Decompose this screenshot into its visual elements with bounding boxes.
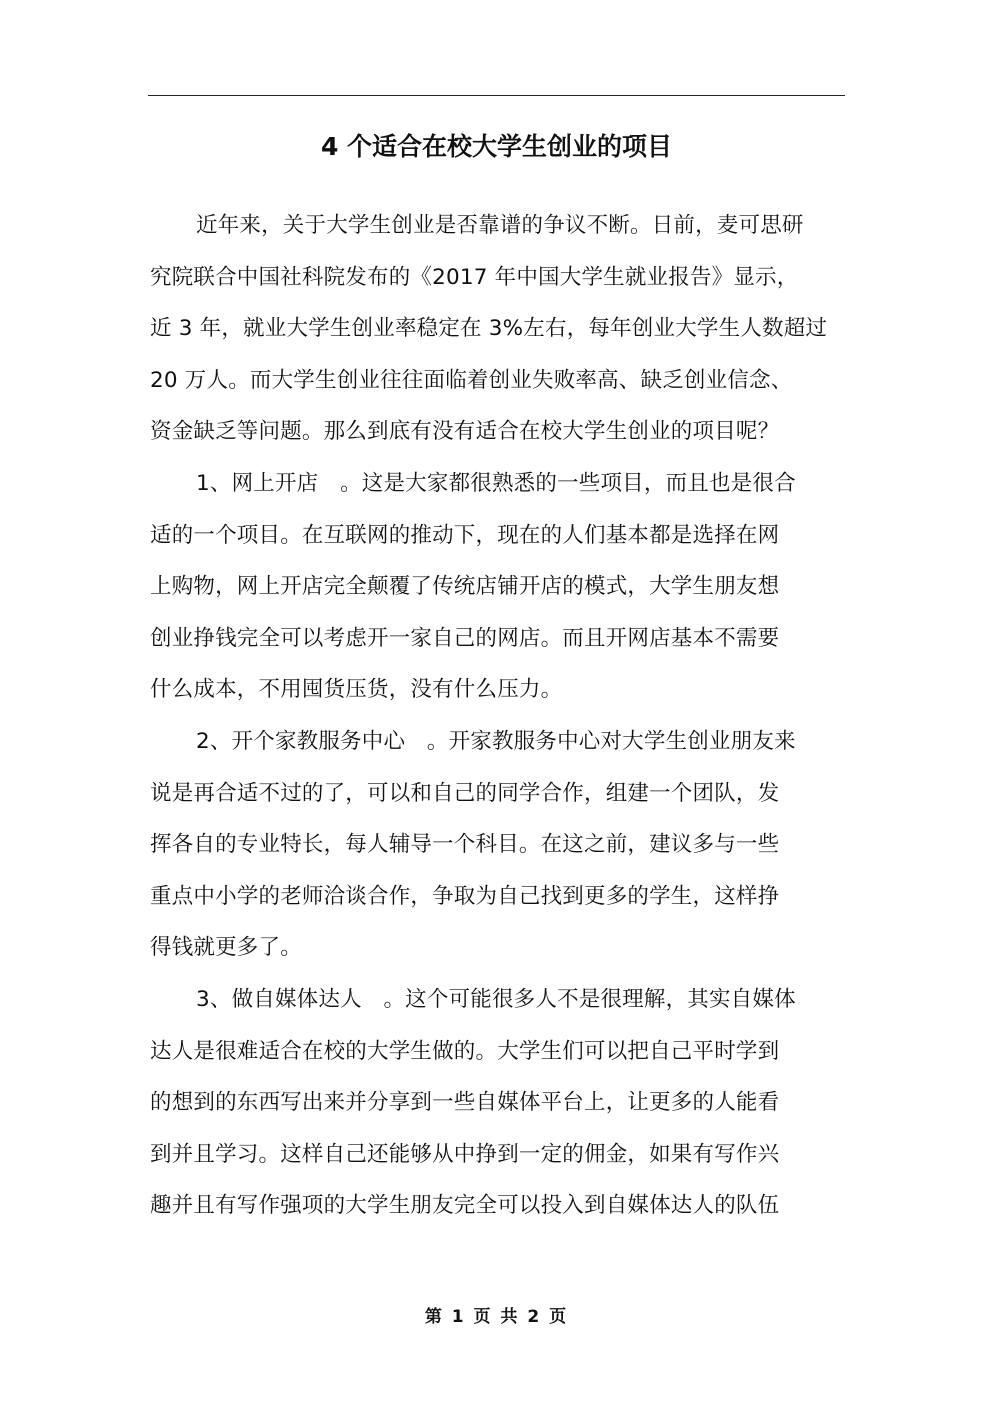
header-rule xyxy=(148,95,845,96)
paragraph-line: 趣并且有写作强项的大学生朋友完全可以投入到自媒体达人的队伍 xyxy=(150,1193,780,1219)
paragraph-line: 的想到的东西写出来并分享到一些自媒体平台上，让更多的人能看 xyxy=(150,1090,780,1116)
paragraph-line: 创业挣钱完全可以考虑开一家自己的网店。而且开网店基本不需要 xyxy=(150,625,780,651)
paragraph-line: 近年来，关于大学生创业是否靠谱的争议不断。日前，麦可思研 xyxy=(196,213,804,238)
paragraph-line: 说是再合适不过的了，可以和自己的同学合作，组建一个团队，发 xyxy=(150,780,780,806)
document-body xyxy=(150,200,840,1232)
paragraph-line: 到并且学习。这样自己还能够从中挣到一定的佣金，如果有写作兴 xyxy=(150,1141,780,1167)
paragraph-line: 3、做自媒体达人 。这个可能很多人不是很理解，其实自媒体 xyxy=(196,986,796,1012)
paragraph-line: 上购物，网上开店完全颠覆了传统店铺开店的模式，大学生朋友想 xyxy=(150,574,780,600)
paragraph-line: 达人是很难适合在校的大学生做的。大学生们可以把自己平时学到 xyxy=(150,1038,780,1064)
paragraph-line: 资金缺乏等问题。那么到底有没有适合在校大学生创业的项目呢？ xyxy=(150,419,780,445)
paragraph-line: 2、开个家教服务中心 。开家教服务中心对大学生创业朋友来 xyxy=(196,728,796,754)
document-title: 4 个适合在校大学生创业的项目 xyxy=(320,132,673,161)
paragraph-line: 20 万人。而大学生创业往往面临着创业失败率高、缺乏创业信念、 xyxy=(150,367,793,393)
paragraph-line: 究院联合中国社科院发布的《2017 年中国大学生就业报告》显示， xyxy=(150,264,799,290)
page-footer: 第 1 页 共 2 页 xyxy=(424,1307,569,1327)
paragraph-line: 近 3 年，就业大学生创业率稳定在 3%左右，每年创业大学生人数超过 xyxy=(150,316,828,342)
paragraph-line: 得钱就更多了。 xyxy=(150,935,302,961)
paragraph-line: 什么成本，不用囤货压货，没有什么压力。 xyxy=(150,677,563,703)
paragraph-line: 1、网上开店 。这是大家都很熟悉的一些项目，而且也是很合 xyxy=(196,470,796,496)
paragraph-line: 适的一个项目。在互联网的推动下，现在的人们基本都是选择在网 xyxy=(150,522,780,548)
paragraph-line: 挥各自的专业特长，每人辅导一个科目。在这之前，建议多与一些 xyxy=(150,832,780,858)
paragraph-line: 重点中小学的老师洽谈合作，争取为自己找到更多的学生，这样挣 xyxy=(150,883,780,909)
